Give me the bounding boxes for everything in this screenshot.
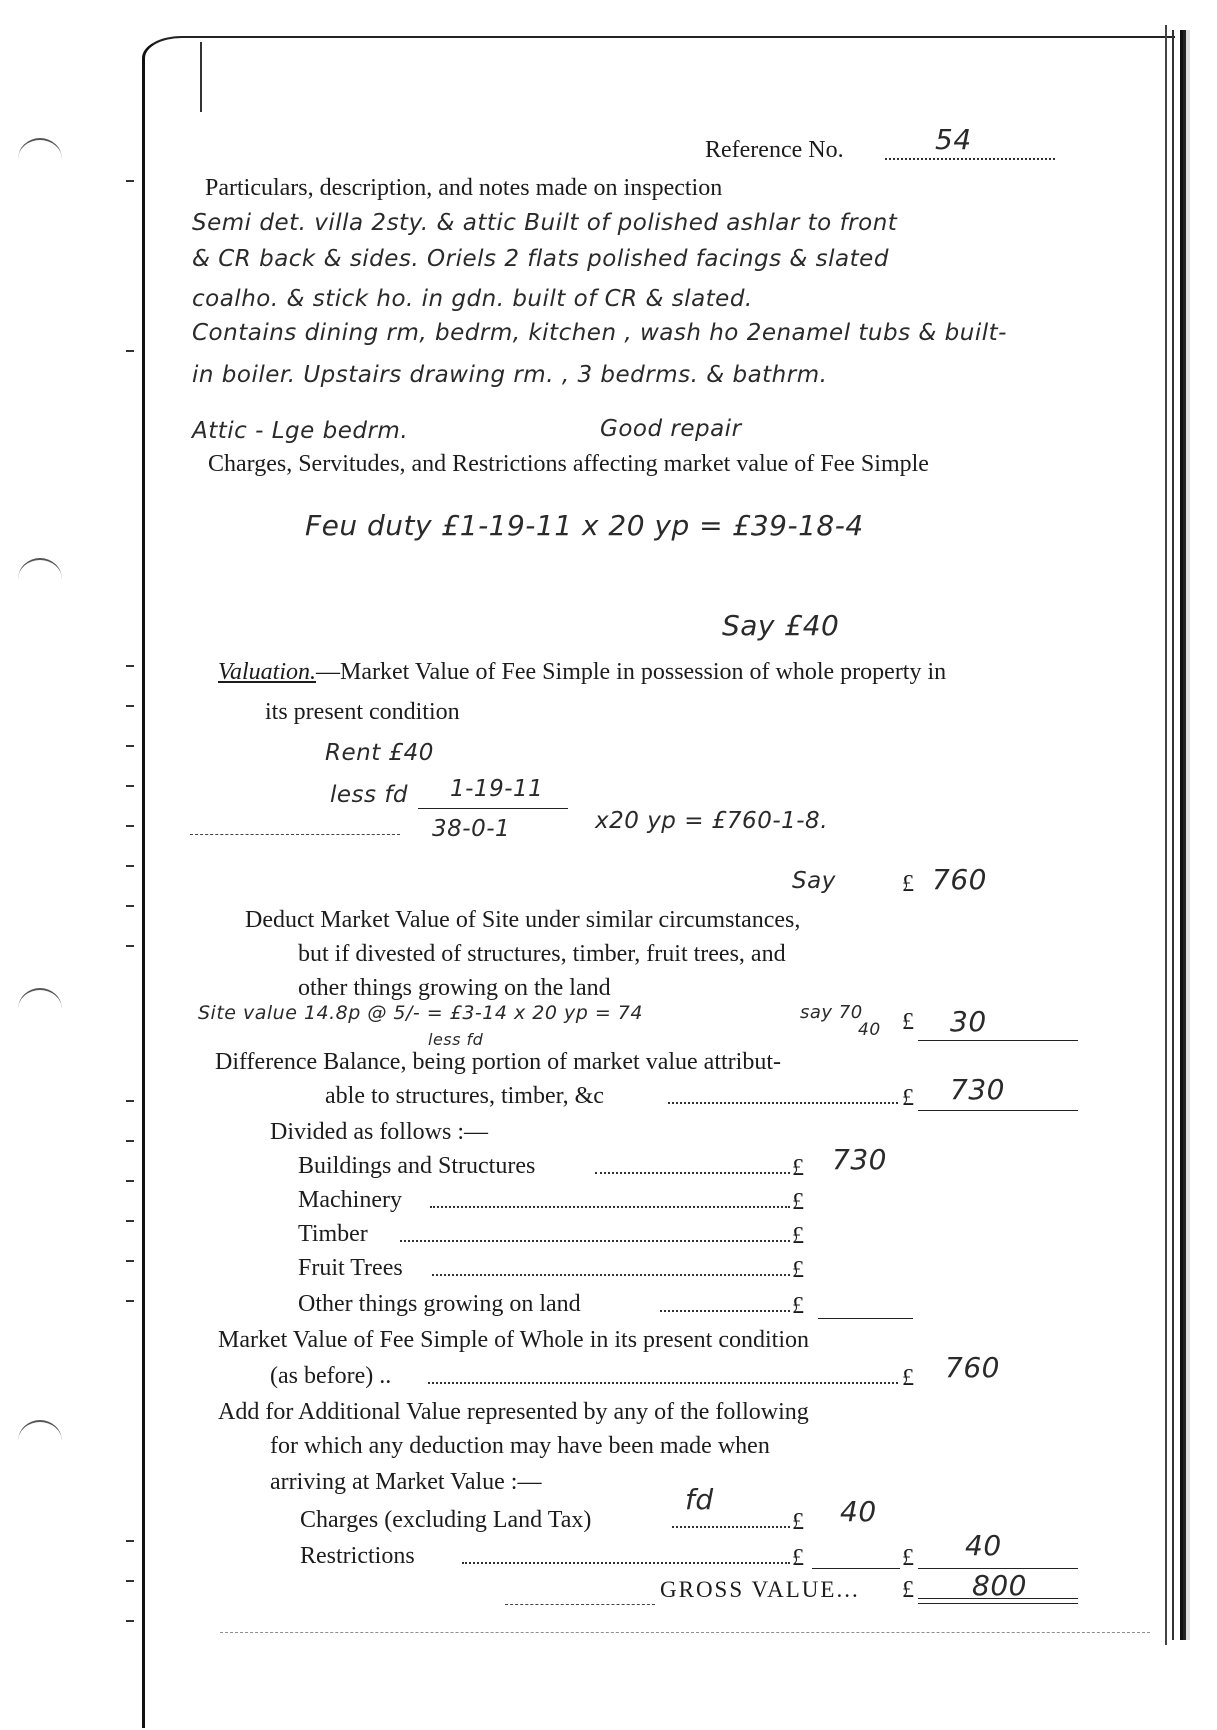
machinery-label: Machinery <box>298 1187 402 1213</box>
leader-dots <box>595 1172 790 1174</box>
leader-dots <box>672 1526 790 1528</box>
charges-40: 40 <box>840 1495 877 1528</box>
market-760: 760 <box>945 1351 1000 1384</box>
gross-800: 800 <box>972 1569 1027 1602</box>
particulars-line: coalho. & stick ho. in gdn. built of CR & slated. <box>192 286 753 312</box>
pound-sign: £ <box>792 1545 804 1571</box>
particulars-line: Attic - Lge bedrm. <box>192 418 409 444</box>
margin-tick <box>126 1140 134 1142</box>
charges-excl-label: Charges (excluding Land Tax) <box>300 1507 592 1533</box>
leader-dots <box>668 1102 898 1104</box>
reference-number: 54 <box>935 123 972 156</box>
particulars-heading: Particulars, description, and notes made on inspection <box>205 175 723 201</box>
add-line-2: for which any deduction may have been made when <box>270 1433 770 1459</box>
feu-duty-calc: Feu duty £1-19-11 x 20 yp = £39-18-4 <box>305 509 864 542</box>
rent-line: Rent £40 <box>325 740 434 766</box>
pound-sign: £ <box>792 1189 804 1215</box>
pound-sign: £ <box>902 1009 914 1035</box>
bottom-dash <box>220 1632 1150 1633</box>
margin-tick <box>126 180 134 182</box>
binder-hole <box>18 1420 62 1462</box>
margin-tick <box>126 1260 134 1262</box>
fd-mark: fd <box>685 1483 714 1516</box>
sum-dash <box>505 1604 655 1605</box>
particulars-line: Contains dining rm, bedrm, kitchen , wash ho 2enamel tubs & built- <box>192 320 1007 346</box>
leader-dots <box>400 1240 790 1242</box>
corner-mark <box>200 42 202 112</box>
sum-rule <box>418 808 568 809</box>
deduct-line-3: other things growing on the land <box>298 975 611 1001</box>
net-calc: x20 yp = £760-1-8. <box>595 808 829 834</box>
margin-tick <box>126 1540 134 1542</box>
say-40: Say £40 <box>722 609 840 642</box>
less-fd-amount: 1-19-11 <box>450 776 544 802</box>
margin-tick <box>126 665 134 667</box>
binder-hole <box>18 138 62 180</box>
particulars-line: in boiler. Upstairs drawing rm. , 3 bedrms. & bathrm. <box>192 362 828 388</box>
gross-value-label: GROSS VALUE... <box>660 1577 860 1602</box>
margin-tick <box>126 945 134 947</box>
margin-tick <box>126 705 134 707</box>
amount-rule <box>918 1603 1078 1604</box>
sum-dash <box>190 834 400 835</box>
margin-tick <box>126 1220 134 1222</box>
page-edge <box>1172 30 1183 1640</box>
charges-heading: Charges, Servitudes, and Restrictions affecting market value of Fee Simple <box>208 451 929 477</box>
reference-label: Reference No. <box>705 137 844 163</box>
buildings-label: Buildings and Structures <box>298 1153 536 1179</box>
page-edge <box>1183 30 1190 1640</box>
margin-tick <box>126 1300 134 1302</box>
binder-hole <box>18 558 62 600</box>
pound-sign: £ <box>792 1155 804 1181</box>
pound-sign: £ <box>792 1509 804 1535</box>
amount-rule <box>918 1598 1078 1599</box>
leader-dots <box>462 1562 790 1564</box>
particulars-line: & CR back & sides. Oriels 2 flats polished facings & slated <box>192 246 889 272</box>
fruit-trees-label: Fruit Trees <box>298 1255 403 1281</box>
pound-sign: £ <box>902 1085 914 1111</box>
binder-hole <box>18 988 62 1030</box>
leader-dots <box>432 1274 790 1276</box>
margin-tick <box>126 745 134 747</box>
deduct-line-2: but if divested of structures, timber, fruit trees, and <box>298 941 786 967</box>
market-whole-line-1: Market Value of Fee Simple of Whole in its present condition <box>218 1327 809 1353</box>
amount-rule <box>918 1040 1078 1041</box>
margin-tick <box>126 350 134 352</box>
pound-sign: £ <box>902 871 914 897</box>
market-whole-line-2: (as before) .. <box>270 1363 392 1389</box>
reference-line <box>885 158 1055 160</box>
less-fd-small: less fd <box>428 1030 484 1049</box>
pound-sign: £ <box>902 1577 914 1603</box>
amount-rule <box>812 1568 900 1569</box>
difference-line-2: able to structures, timber, &c <box>325 1083 604 1109</box>
valuation-text: —Market Value of Fee Simple in possession of whole property in <box>316 659 947 685</box>
value-760: 760 <box>932 863 987 896</box>
leader-dots <box>660 1310 790 1312</box>
leader-dots <box>430 1206 790 1208</box>
valuation-heading <box>218 660 946 684</box>
pound-sign: £ <box>792 1293 804 1319</box>
margin-tick <box>126 905 134 907</box>
add-line-1: Add for Additional Value represented by any of the following <box>218 1399 809 1425</box>
amount-rule <box>818 1318 913 1319</box>
site-value-calc: Site value 14.8p @ 5/- = £3-14 x 20 yp = 74 <box>198 1002 643 1024</box>
valuation-label: Valuation. <box>218 659 317 685</box>
pound-sign: £ <box>902 1365 914 1391</box>
timber-label: Timber <box>298 1221 368 1247</box>
margin-tick <box>126 865 134 867</box>
valuation-text-2: its present condition <box>265 699 460 725</box>
other-things-label: Other things growing on land <box>298 1291 581 1317</box>
margin-tick <box>126 1580 134 1582</box>
restrictions-40: 40 <box>965 1529 1002 1562</box>
say-70: say 70 <box>800 1002 863 1023</box>
pound-sign: £ <box>902 1545 914 1571</box>
margin-tick <box>126 785 134 787</box>
difference-line-1: Difference Balance, being portion of market value attribut- <box>215 1049 781 1075</box>
deduct-line-1: Deduct Market Value of Site under similar circumstances, <box>245 907 801 933</box>
margin-tick <box>126 1100 134 1102</box>
leader-dots <box>428 1382 898 1384</box>
net-rent: 38-0-1 <box>432 816 511 842</box>
restrictions-label: Restrictions <box>300 1543 415 1569</box>
buildings-730: 730 <box>832 1143 887 1176</box>
amount-rule <box>918 1110 1078 1111</box>
particulars-line: Semi det. villa 2sty. & attic Built of polished ashlar to front <box>192 210 898 236</box>
page-edge <box>1165 25 1167 1645</box>
say-label: Say <box>792 868 836 894</box>
site-value-30: 30 <box>950 1005 987 1038</box>
add-line-3: arriving at Market Value :— <box>270 1469 542 1495</box>
pound-sign: £ <box>792 1257 804 1283</box>
particulars-line: Good repair <box>600 416 742 442</box>
margin-tick <box>126 1180 134 1182</box>
margin-tick <box>126 1620 134 1622</box>
forty-small: 40 <box>858 1020 881 1040</box>
divided-heading: Divided as follows :— <box>270 1119 488 1145</box>
margin-tick <box>126 825 134 827</box>
less-fd-label: less fd <box>330 782 409 808</box>
pound-sign: £ <box>792 1223 804 1249</box>
difference-730: 730 <box>950 1073 1005 1106</box>
